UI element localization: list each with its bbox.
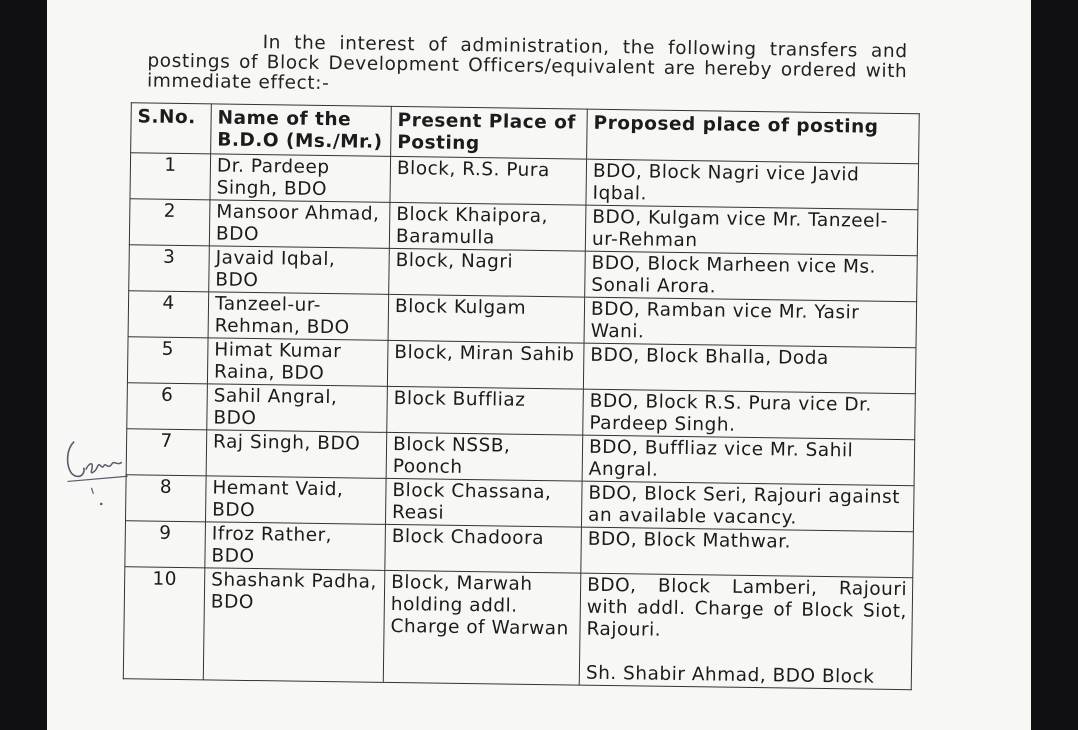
cell-present: Block, Miran Sahib	[387, 340, 584, 389]
cell-present: Block Kulgam	[388, 294, 585, 343]
cell-proposed-text: BDO, Block Lamberi, Rajouri with addl. Charge of Block Siot, Rajouri.	[586, 574, 908, 641]
table-row	[123, 567, 912, 690]
cell-name: Himat Kumar Raina, BDO	[207, 338, 388, 387]
cell-proposed	[579, 573, 913, 690]
cell-sno: 8	[125, 475, 206, 522]
cell-sno: 1	[130, 153, 211, 200]
intro-text: In the interest of administration, the following transfers and postings of Block Development Officers/equivalent are hereby ordered with immediate effect:-	[146, 31, 908, 94]
document-sheet	[47, 0, 1031, 730]
intro-paragraph	[147, 31, 908, 102]
cell-present: Block Chadoora	[385, 524, 582, 573]
cell-name: Javaid Iqbal, BDO	[209, 246, 390, 295]
header-name: Name of the B.D.O (Ms./Mr.)	[211, 104, 392, 157]
cell-present: Block, Marwah holding addl. Charge of Warwan	[383, 570, 581, 685]
cell-name: Ifroz Rather, BDO	[205, 522, 386, 571]
cell-proposed: BDO, Block Mathwar.	[581, 527, 914, 578]
document-page	[47, 0, 1031, 730]
header-sno: S.No.	[131, 103, 212, 154]
handwritten-initials-icon	[61, 431, 132, 512]
postings-table	[123, 102, 920, 690]
cell-sno: 5	[127, 337, 208, 384]
cell-name: Hemant Vaid, BDO	[205, 476, 386, 525]
cell-name: Raj Singh, BDO	[206, 430, 387, 479]
cell-present: Block, R.S. Pura	[390, 156, 587, 205]
header-proposed-posting: Proposed place of posting	[587, 109, 920, 164]
cell-present: Block, Nagri	[389, 248, 586, 297]
header-present-posting: Present Place of Posting	[391, 106, 588, 159]
cell-proposed: BDO, Block Seri, Rajouri against an available vacancy.	[581, 481, 914, 532]
cell-proposed: BDO, Kulgam vice Mr. Tanzeel-ur-Rehman	[585, 205, 918, 256]
cell-present: Block NSSB, Poonch	[386, 432, 583, 481]
cell-name: Shashank Padha, BDO	[203, 568, 385, 683]
cell-sno: 4	[128, 291, 209, 338]
cell-proposed: BDO, Ramban vice Mr. Yasir Wani.	[584, 297, 917, 348]
cell-proposed: BDO, Block Nagri vice Javid Iqbal.	[586, 159, 919, 210]
cell-name: Dr. Pardeep Singh, BDO	[210, 154, 391, 203]
cell-proposed: BDO, Buffliaz vice Mr. Sahil Angral.	[582, 435, 915, 486]
cell-proposed: BDO, Block R.S. Pura vice Dr. Pardeep Singh.	[583, 389, 916, 440]
cell-proposed: BDO, Block Marheen vice Ms. Sonali Arora.	[585, 251, 918, 302]
cell-present: Block Chassana, Reasi	[385, 478, 582, 527]
cell-sno: 9	[125, 521, 206, 568]
cell-sno: 10	[123, 567, 205, 680]
cell-proposed-extra: Sh. Shabir Ahmad, BDO Block	[585, 662, 875, 688]
cell-present: Block Buffliaz	[387, 386, 584, 435]
cell-sno: 3	[129, 245, 210, 292]
cell-present: Block Khaipora, Baramulla	[389, 202, 586, 251]
cell-name: Mansoor Ahmad, BDO	[209, 200, 390, 249]
cell-sno: 6	[127, 383, 208, 430]
cell-name: Tanzeel-ur-Rehman, BDO	[208, 292, 389, 341]
cell-sno: 7	[126, 429, 207, 476]
cell-proposed: BDO, Block Bhalla, Doda	[583, 343, 916, 394]
cell-name: Sahil Angral, BDO	[207, 384, 388, 433]
cell-sno: 2	[129, 199, 210, 246]
